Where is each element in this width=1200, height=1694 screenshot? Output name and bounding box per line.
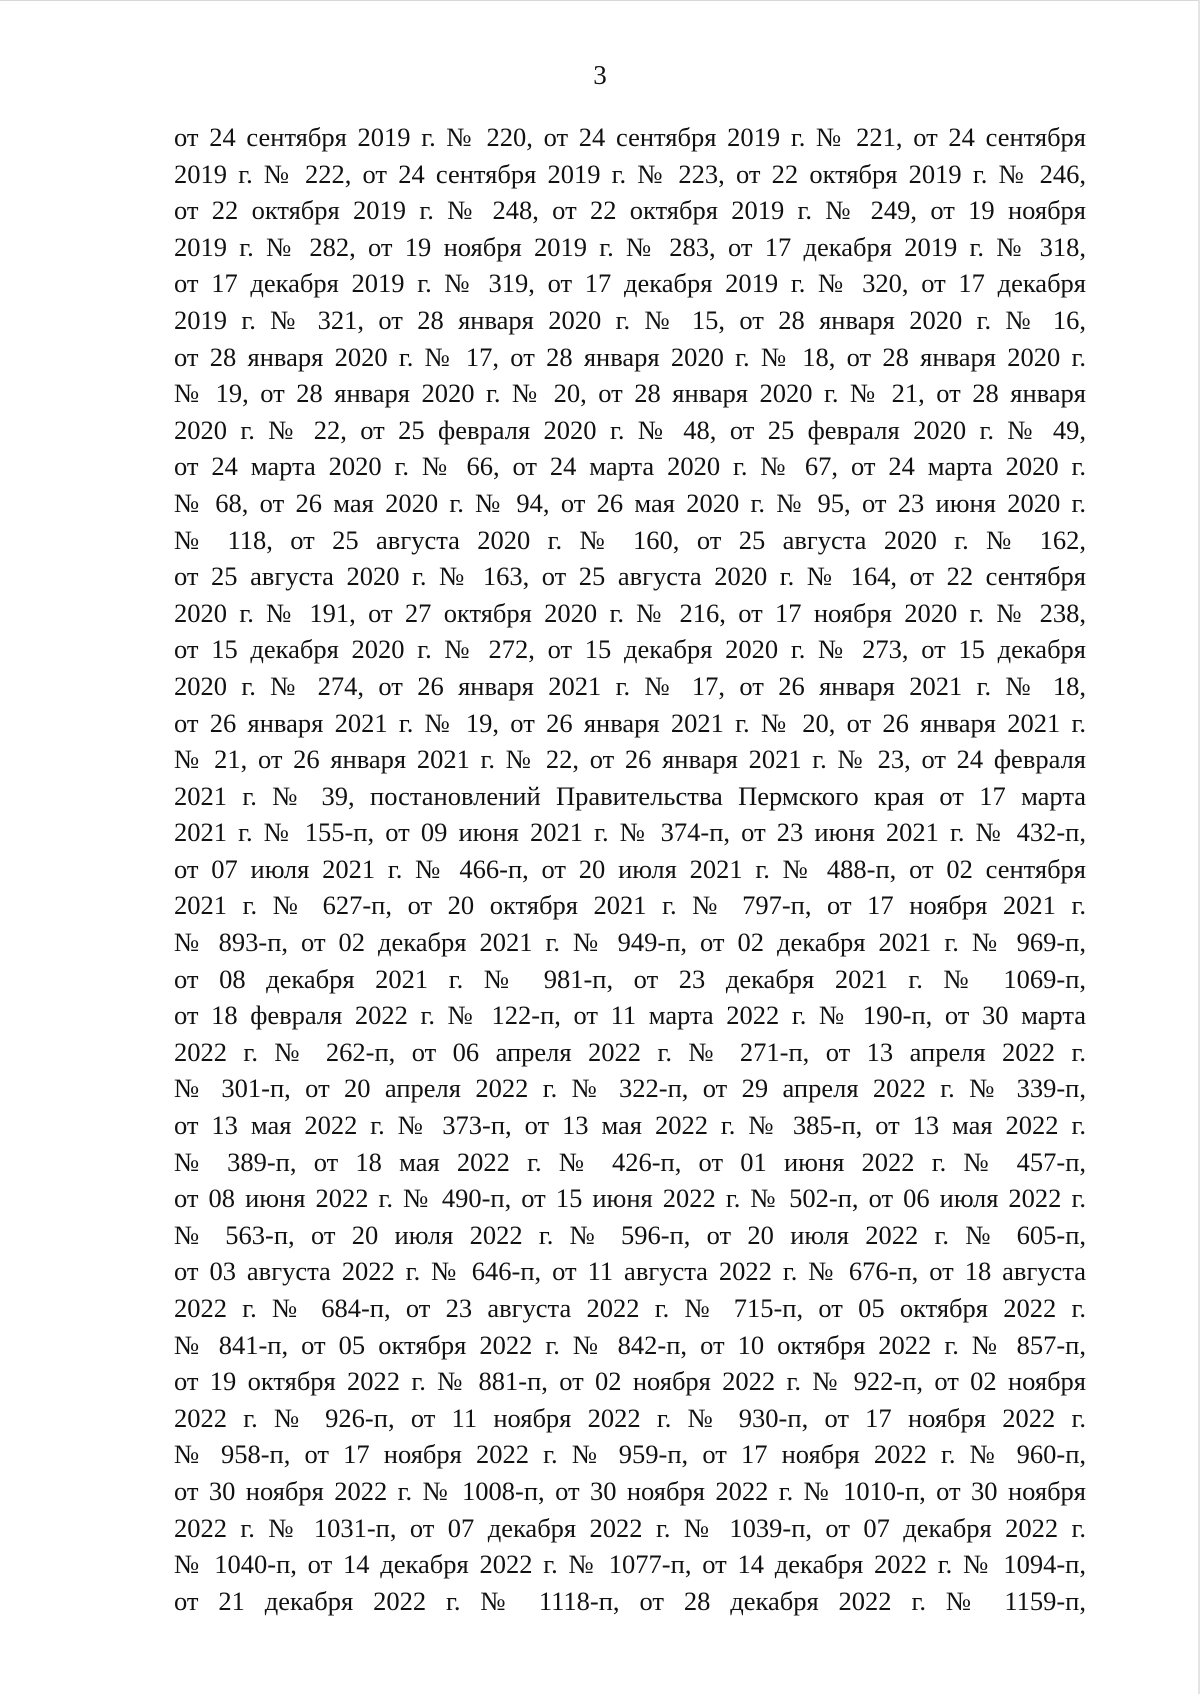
text-line: от 19 октября 2022 г. № 881-п, от 02 ноября 2022 г. № 922-п, от 02 ноября — [174, 1366, 1086, 1397]
text-line: № 19, от 28 января 2020 г. № 20, от 28 января 2020 г. № 21, от 28 января — [174, 378, 1086, 409]
text-line: 2021 г. № 155-п, от 09 июня 2021 г. № 374-п, от 23 июня 2021 г. № 432-п, — [174, 817, 1086, 848]
body-text — [174, 119, 1086, 1619]
text-line: 2021 г. № 39, постановлений Правительства Пермского края от 17 марта — [174, 780, 1086, 811]
text-line: от 08 июня 2022 г. № 490-п, от 15 июня 2022 г. № 502-п, от 06 июля 2022 г. — [174, 1183, 1086, 1214]
text-line: № 563-п, от 20 июля 2022 г. № 596-п, от 20 июля 2022 г. № 605-п, — [174, 1219, 1086, 1250]
text-line: № 389-п, от 18 мая 2022 г. № 426-п, от 01 июня 2022 г. № 457-п, — [174, 1146, 1086, 1177]
text-line: от 24 марта 2020 г. № 66, от 24 марта 2020 г. № 67, от 24 марта 2020 г. — [174, 451, 1086, 482]
text-line: № 118, от 25 августа 2020 г. № 160, от 25 августа 2020 г. № 162, — [174, 524, 1086, 555]
text-line: № 958-п, от 17 ноября 2022 г. № 959-п, от 17 ноября 2022 г. № 960-п, — [174, 1439, 1086, 1470]
text-line: от 13 мая 2022 г. № 373-п, от 13 мая 2022 г. № 385-п, от 13 мая 2022 г. — [174, 1110, 1086, 1141]
text-line: от 15 декабря 2020 г. № 272, от 15 декабря 2020 г. № 273, от 15 декабря — [174, 634, 1086, 665]
text-line: 2020 г. № 274, от 26 января 2021 г. № 17, от 26 января 2021 г. № 18, — [174, 670, 1086, 701]
text-line: 2019 г. № 282, от 19 ноября 2019 г. № 283, от 17 декабря 2019 г. № 318, — [174, 231, 1086, 262]
text-line: 2020 г. № 191, от 27 октября 2020 г. № 216, от 17 ноября 2020 г. № 238, — [174, 597, 1086, 628]
text-line: от 25 августа 2020 г. № 163, от 25 августа 2020 г. № 164, от 22 сентября — [174, 561, 1086, 592]
text-line: от 08 декабря 2021 г. № 981-п, от 23 декабря 2021 г. № 1069-п, — [174, 963, 1086, 994]
text-line: 2022 г. № 1031-п, от 07 декабря 2022 г. № 1039-п, от 07 декабря 2022 г. — [174, 1512, 1086, 1543]
text-line: от 28 января 2020 г. № 17, от 28 января 2020 г. № 18, от 28 января 2020 г. — [174, 341, 1086, 372]
text-line: от 21 декабря 2022 г. № 1118-п, от 28 декабря 2022 г. № 1159-п, — [174, 1585, 1086, 1616]
text-line: № 68, от 26 мая 2020 г. № 94, от 26 мая 2020 г. № 95, от 23 июня 2020 г. — [174, 487, 1086, 518]
text-line: 2020 г. № 22, от 25 февраля 2020 г. № 48, от 25 февраля 2020 г. № 49, — [174, 414, 1086, 445]
text-line: № 1040-п, от 14 декабря 2022 г. № 1077-п, от 14 декабря 2022 г. № 1094-п, — [174, 1549, 1086, 1580]
text-line: от 24 сентября 2019 г. № 220, от 24 сентября 2019 г. № 221, от 24 сентября — [174, 122, 1086, 152]
scan-edge-top — [0, 0, 1200, 1]
text-line: 2019 г. № 321, от 28 января 2020 г. № 15, от 28 января 2020 г. № 16, — [174, 304, 1086, 335]
text-line: от 03 августа 2022 г. № 646-п, от 11 августа 2022 г. № 676-п, от 18 августа — [174, 1256, 1086, 1287]
text-line: 2021 г. № 627-п, от 20 октября 2021 г. № 797-п, от 17 ноября 2021 г. — [174, 890, 1086, 921]
page-number: 3 — [593, 60, 607, 90]
text-line: № 841-п, от 05 октября 2022 г. № 842-п, от 10 октября 2022 г. № 857-п, — [174, 1329, 1086, 1360]
text-line: № 893-п, от 02 декабря 2021 г. № 949-п, от 02 декабря 2021 г. № 969-п, — [174, 927, 1086, 958]
text-line: от 17 декабря 2019 г. № 319, от 17 декабря 2019 г. № 320, от 17 декабря — [174, 268, 1086, 299]
text-line: № 21, от 26 января 2021 г. № 22, от 26 января 2021 г. № 23, от 24 февраля — [174, 744, 1086, 775]
text-line: от 07 июля 2021 г. № 466-п, от 20 июля 2021 г. № 488-п, от 02 сентября — [174, 853, 1086, 884]
text-line: от 26 января 2021 г. № 19, от 26 января 2021 г. № 20, от 26 января 2021 г. — [174, 707, 1086, 738]
text-line: от 18 февраля 2022 г. № 122-п, от 11 марта 2022 г. № 190-п, от 30 марта — [174, 1000, 1086, 1031]
text-line: от 22 октября 2019 г. № 248, от 22 октября 2019 г. № 249, от 19 ноября — [174, 195, 1086, 226]
text-line: 2019 г. № 222, от 24 сентября 2019 г. № 223, от 22 октября 2019 г. № 246, — [174, 158, 1086, 189]
text-line: от 30 ноября 2022 г. № 1008-п, от 30 ноября 2022 г. № 1010-п, от 30 ноября — [174, 1475, 1086, 1506]
text-line: № 301-п, от 20 апреля 2022 г. № 322-п, от 29 апреля 2022 г. № 339-п, — [174, 1073, 1086, 1104]
text-line: 2022 г. № 262-п, от 06 апреля 2022 г. № 271-п, от 13 апреля 2022 г. — [174, 1036, 1086, 1067]
text-line: 2022 г. № 926-п, от 11 ноября 2022 г. № 930-п, от 17 ноября 2022 г. — [174, 1402, 1086, 1433]
text-line: 2022 г. № 684-п, от 23 августа 2022 г. № 715-п, от 05 октября 2022 г. — [174, 1293, 1086, 1323]
